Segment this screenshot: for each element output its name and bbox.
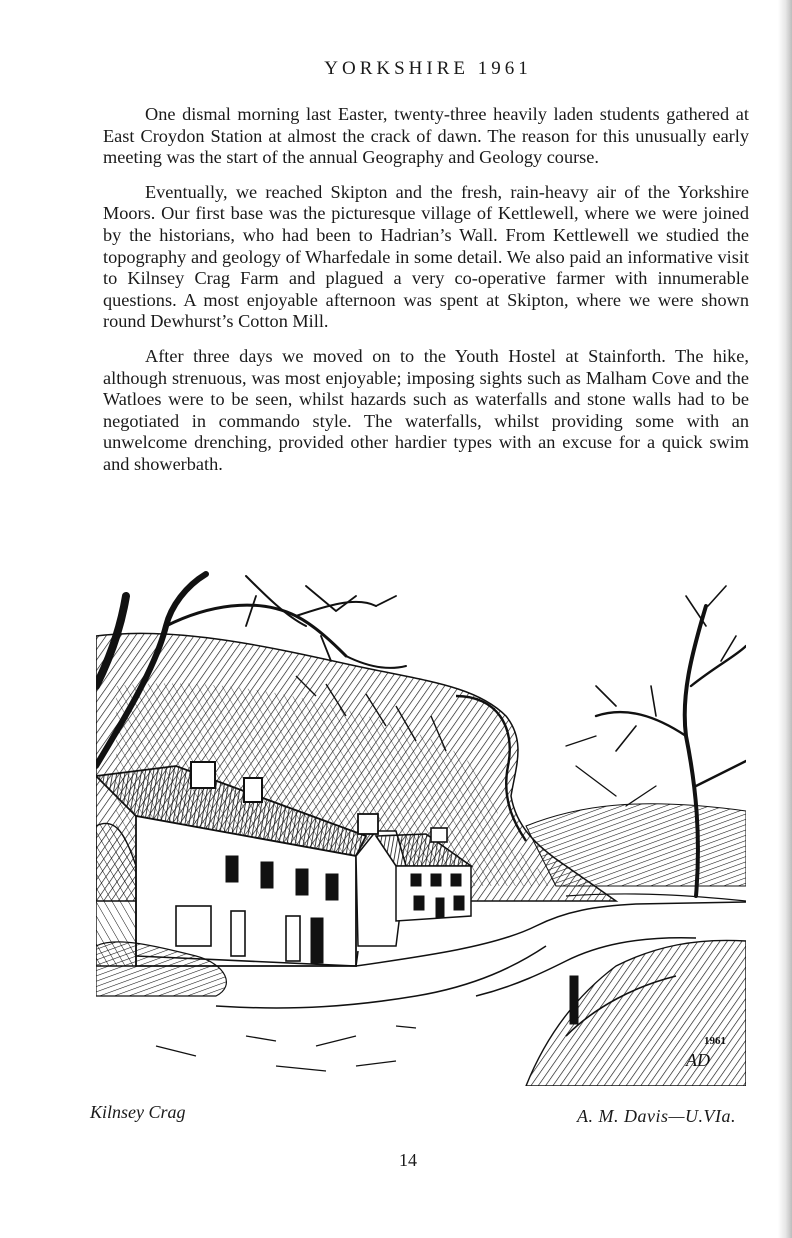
- illustration-caption-artist: A. M. Davis—U.VIa.: [577, 1106, 736, 1126]
- signature-initials: AD: [686, 1050, 710, 1070]
- signature-year: 1961: [704, 1035, 726, 1047]
- distant-fells: [526, 804, 746, 901]
- illustration-caption-title: Kilnsey Crag: [90, 1102, 186, 1122]
- page-title: YORKSHIRE 1961: [324, 58, 532, 79]
- page-edge-shadow: [778, 0, 792, 1238]
- page-number: 14: [399, 1150, 417, 1170]
- paragraph-2: Eventually, we reached Skipton and the fresh, rain-heavy air of the Yorkshire Moors. Our first base was the picturesque village of Kettlewell, where we were joined by the historians, who had been to Hadrian’s Wall. From Kettlewell we studied the topography and geology of Wharfedale in some detail. We also paid an informative visit to Kilnsey Crag Farm and plagued a very co-operative farmer with innumerable questions. A most enjoyable afternoon was spent at Skipton, where we were shown round Dewhurst’s Cotton Mill.: [103, 181, 749, 332]
- kilnsey-crag-illustration: [96, 566, 746, 1086]
- paragraph-1: One dismal morning last Easter, twenty-three heavily laden students gathered at East Croydon Station at almost the crack of dawn. The reason for this unusually early meeting was the start of the annual Geography and Geology course.: [103, 104, 749, 168]
- paragraph-3: After three days we moved on to the Youth Hostel at Stainforth. The hike, although strenuous, was most enjoyable; imposing sights such as Malham Cove and the Watloes were to be seen, whilst hazards such as waterfalls and stone walls had to be negotiated in commando style. The waterfalls, whilst providing some with an unwelcome drenching, provided other hardier types with an excuse for a quick swim and showerbath.: [103, 345, 749, 474]
- stream-bank-right: [526, 940, 746, 1086]
- article-body: [103, 104, 749, 489]
